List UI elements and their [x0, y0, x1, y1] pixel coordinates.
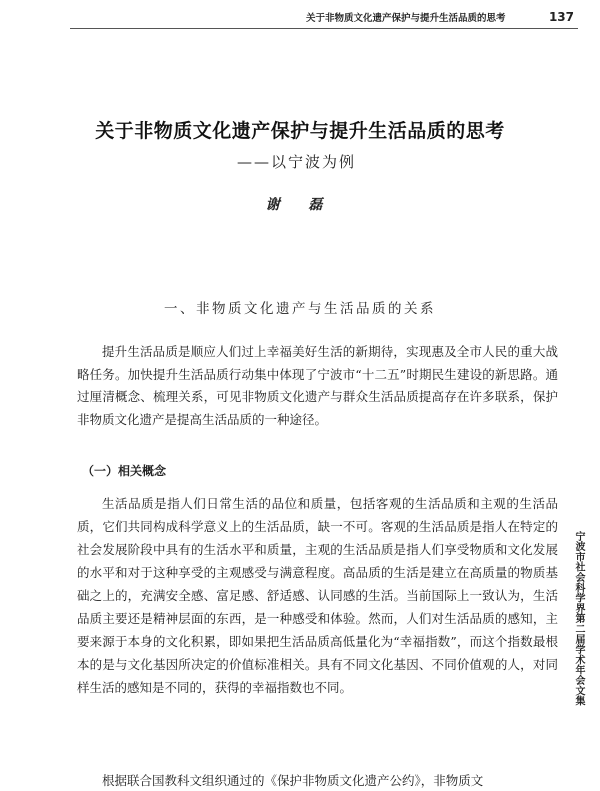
- article-subtitle: ——以宁波为例: [237, 153, 357, 171]
- section-heading: 一、非物质文化遗产与生活品质的关系: [164, 301, 436, 317]
- last-paragraph: 根据联合国教科文组织通过的《保护非物质文化遗产公约》，非物质文: [102, 773, 484, 788]
- header-rule: [70, 28, 578, 29]
- article-title: 关于非物质文化遗产保护与提升生活品质的思考: [95, 120, 505, 142]
- subsection-heading: （一）相关概念: [82, 464, 167, 478]
- running-header-title: 关于非物质文化遗产保护与提升生活品质的思考: [306, 13, 506, 24]
- page-number: 137: [548, 10, 574, 24]
- intro-paragraph: 提升生活品质是顺应人们过上幸福美好生活的新期待，实现惠及全市人民的重大战略任务。加快提升生活品质行动集中体现了宁波市“十二五”时期民生建设的新思路。通过厘清概念、梳理关系，可见非物质文化遗产与群众生活品质提高存在许多联系，保护非物质文化遗产是提高生活品质的一种途径。: [77, 344, 558, 427]
- article-author: 谢 磊: [265, 197, 335, 213]
- side-label: 宁波市社会科学界第二届学术年会文集: [573, 531, 584, 707]
- body-paragraph: 生活品质是指人们日常生活的品位和质量，包括客观的生活品质和主观的生活品质，它们共同构成科学意义上的生活品质，缺一不可。客观的生活品质是指人在特定的社会发展阶段中具有的生活水平和质量，主观的生活品质是指人们享受物质和文化发展的水平和对于这种享受的主观感受与满意程度。高品质的生活是建立在高质量的物质基础之上的，充满安全感、富足感、舒适感、认同感的生活。当前国际上一致认为，生活品质主要还是精神层面的东西，是一种感受和体验。然而，人们对生活品质的感知，主要来源于本身的文化积累，即如果把生活品质高低量化为“幸福指数”，而这个指数最根本的是与文化基因所决定的价值标准相关。具有不同文化基因、不同价值观的人，对同样生活的感知是不同的，获得的幸福指数也不同。: [77, 496, 558, 695]
- running-header: [306, 8, 574, 26]
